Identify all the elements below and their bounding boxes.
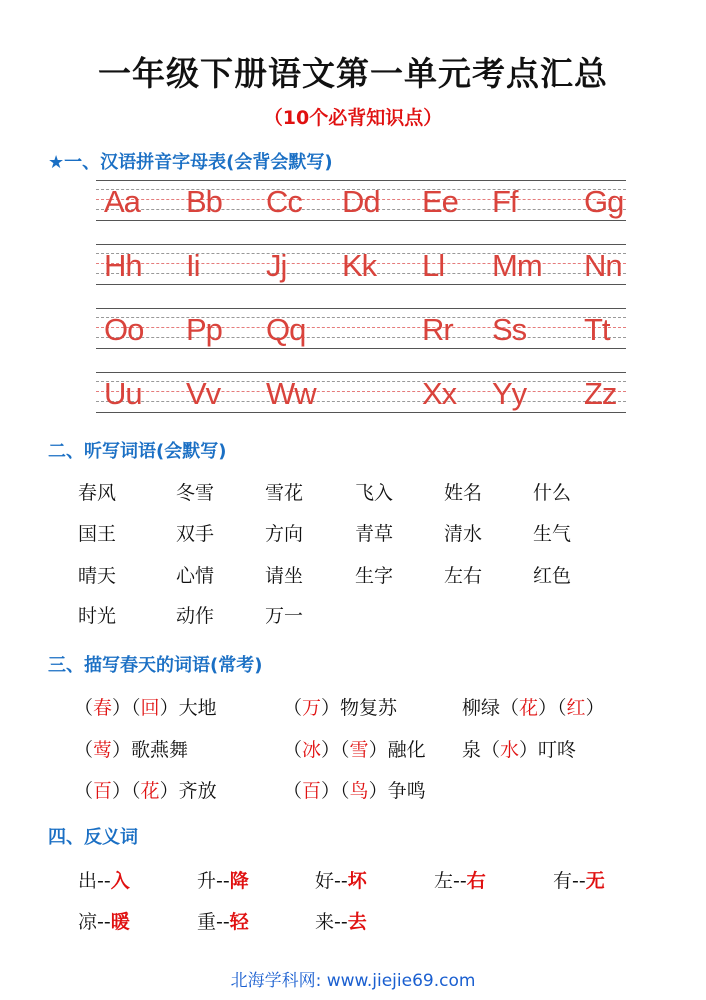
writing-guide-line — [96, 327, 626, 328]
spring-phrase — [74, 776, 217, 803]
phrase-text: （ — [74, 697, 94, 719]
phrase-text: （ — [283, 780, 303, 802]
dictation-word: 晴天 — [78, 565, 117, 587]
phrase-answer: 冰 — [302, 739, 322, 761]
dictation-word: 国王 — [78, 523, 117, 545]
alphabet-letter: Pp — [186, 312, 222, 347]
phrase-text: ）物复苏 — [321, 697, 398, 719]
alphabet-letter: Ll — [422, 248, 445, 283]
antonym-word: 升-- — [197, 870, 230, 892]
phrase-text: ） — [585, 697, 605, 719]
antonym-answer: 降 — [229, 870, 249, 892]
antonym-pair — [78, 907, 130, 934]
dictation-word: 春风 — [78, 482, 117, 504]
alphabet-letter: Cc — [266, 184, 302, 219]
spring-phrase — [283, 693, 397, 720]
alphabet-letter: Tt — [584, 312, 610, 347]
alphabet-letter: Oo — [104, 312, 144, 347]
page-title: 一年级下册语文第一单元考点汇总 — [98, 54, 608, 93]
alphabet-letter: Yy — [492, 376, 527, 411]
alphabet-letter: Bb — [186, 184, 222, 219]
antonym-pair — [197, 866, 249, 893]
alphabet-letter: Rr — [422, 312, 453, 347]
section-3-heading: 三、描写春天的词语(常考) — [48, 655, 263, 676]
spring-phrase — [283, 776, 426, 803]
phrase-answer: 花 — [140, 780, 160, 802]
phrase-answer: 莺 — [93, 739, 113, 761]
phrase-text: ）（ — [538, 697, 567, 719]
phrase-answer: 万 — [302, 697, 322, 719]
dictation-word: 方向 — [265, 523, 304, 545]
phrase-answer: 百 — [302, 780, 322, 802]
antonym-answer: 去 — [347, 911, 367, 933]
antonym-word: 左-- — [434, 870, 467, 892]
antonym-word: 来-- — [315, 911, 348, 933]
phrase-text: ）大地 — [159, 697, 217, 719]
alphabet-row — [96, 372, 626, 416]
phrase-text: ）（ — [112, 780, 141, 802]
antonym-pair — [315, 907, 367, 934]
antonym-answer: 轻 — [229, 911, 249, 933]
writing-guide-line — [96, 244, 626, 245]
phrase-text: （ — [74, 739, 94, 761]
phrase-text: ）齐放 — [159, 780, 217, 802]
dictation-word: 什么 — [533, 482, 572, 504]
phrase-text: ）歌燕舞 — [112, 739, 189, 761]
alphabet-letter: Aa — [104, 184, 140, 219]
spring-phrase — [74, 735, 188, 762]
writing-guide-line — [96, 348, 626, 349]
dictation-word: 飞入 — [355, 482, 394, 504]
dictation-word: 生气 — [533, 523, 572, 545]
dictation-word: 双手 — [176, 523, 215, 545]
section-2-heading: 二、听写词语(会默写) — [48, 441, 227, 462]
alphabet-letter: Mm — [492, 248, 542, 283]
dictation-word: 青草 — [355, 523, 394, 545]
spring-phrase — [283, 735, 426, 762]
phrase-answer: 水 — [500, 739, 520, 761]
dictation-word: 请坐 — [265, 565, 304, 587]
antonym-pair — [315, 866, 367, 893]
writing-guide-line — [96, 401, 626, 402]
phrase-text: ）（ — [321, 780, 350, 802]
dictation-word: 万一 — [265, 605, 304, 627]
alphabet-letter: Jj — [266, 248, 287, 283]
alphabet-letter: Uu — [104, 376, 142, 411]
writing-guide-line — [96, 308, 626, 309]
antonym-pair — [197, 907, 249, 934]
dictation-word: 冬雪 — [176, 482, 215, 504]
dictation-word: 姓名 — [444, 482, 483, 504]
antonym-word: 重-- — [197, 911, 230, 933]
antonym-pair — [78, 866, 130, 893]
dictation-word: 心情 — [176, 565, 215, 587]
dictation-word: 清水 — [444, 523, 483, 545]
phrase-answer: 回 — [140, 697, 160, 719]
phrase-answer: 雪 — [349, 739, 369, 761]
antonym-pair — [434, 866, 486, 893]
writing-guide-line — [96, 381, 626, 382]
dictation-word: 左右 — [444, 565, 483, 587]
phrase-text: ）争鸣 — [368, 780, 426, 802]
antonym-answer: 坏 — [347, 870, 367, 892]
section-4-heading: 四、反义词 — [48, 827, 138, 848]
alphabet-letter: Ss — [492, 312, 527, 347]
dictation-word: 时光 — [78, 605, 117, 627]
section-1-heading: ★一、汉语拼音字母表(会背会默写) — [48, 152, 333, 173]
antonym-pair — [553, 866, 605, 893]
alphabet-row — [96, 308, 626, 352]
spring-phrase — [462, 693, 605, 720]
writing-guide-line — [96, 391, 626, 392]
antonym-answer: 右 — [466, 870, 486, 892]
writing-guide-line — [96, 372, 626, 373]
spring-phrase — [462, 735, 576, 762]
phrase-text: 柳绿（ — [462, 697, 520, 719]
phrase-answer: 红 — [566, 697, 586, 719]
phrase-text: 泉（ — [462, 739, 501, 761]
phrase-text: （ — [74, 780, 94, 802]
footer-source: 北海学科网: www.jiejie69.com — [230, 971, 476, 991]
antonym-word: 出-- — [78, 870, 111, 892]
alphabet-letter: Ee — [422, 184, 458, 219]
alphabet-letter: Zz — [584, 376, 617, 411]
alphabet-letter: Dd — [342, 184, 380, 219]
antonym-answer: 入 — [110, 870, 130, 892]
writing-guide-line — [96, 337, 626, 338]
dictation-word: 雪花 — [265, 482, 304, 504]
phrase-answer: 花 — [519, 697, 539, 719]
phrase-text: （ — [283, 739, 303, 761]
alphabet-letter: Ww — [266, 376, 316, 411]
alphabet-letter: Xx — [422, 376, 457, 411]
phrase-answer: 春 — [93, 697, 113, 719]
dictation-word: 动作 — [176, 605, 215, 627]
phrase-text: （ — [283, 697, 303, 719]
alphabet-letter: Ff — [492, 184, 518, 219]
antonym-answer: 无 — [585, 870, 605, 892]
alphabet-letter: Qq — [266, 312, 306, 347]
dictation-word: 生字 — [355, 565, 394, 587]
writing-guide-line — [96, 180, 626, 181]
writing-guide-line — [96, 317, 626, 318]
writing-guide-line — [96, 412, 626, 413]
antonym-word: 凉-- — [78, 911, 111, 933]
alphabet-letter: Vv — [186, 376, 221, 411]
antonym-word: 有-- — [553, 870, 586, 892]
alphabet-letter: Gg — [584, 184, 624, 219]
antonym-word: 好-- — [315, 870, 348, 892]
alphabet-letter: Kk — [342, 248, 377, 283]
phrase-text: ）叮咚 — [519, 739, 577, 761]
alphabet-board — [96, 176, 626, 416]
alphabet-letter: Ii — [186, 248, 200, 283]
page-subtitle: （10个必背知识点） — [263, 107, 443, 129]
alphabet-letter: Hh — [104, 248, 142, 283]
phrase-answer: 鸟 — [349, 780, 369, 802]
phrase-text: ）（ — [321, 739, 350, 761]
phrase-text: ）融化 — [368, 739, 426, 761]
phrase-answer: 百 — [93, 780, 113, 802]
alphabet-row — [96, 180, 626, 224]
spring-phrase — [74, 693, 217, 720]
phrase-text: ）（ — [112, 697, 141, 719]
antonym-answer: 暖 — [110, 911, 130, 933]
alphabet-row — [96, 244, 626, 288]
alphabet-letter: Nn — [584, 248, 622, 283]
dictation-word: 红色 — [533, 565, 572, 587]
